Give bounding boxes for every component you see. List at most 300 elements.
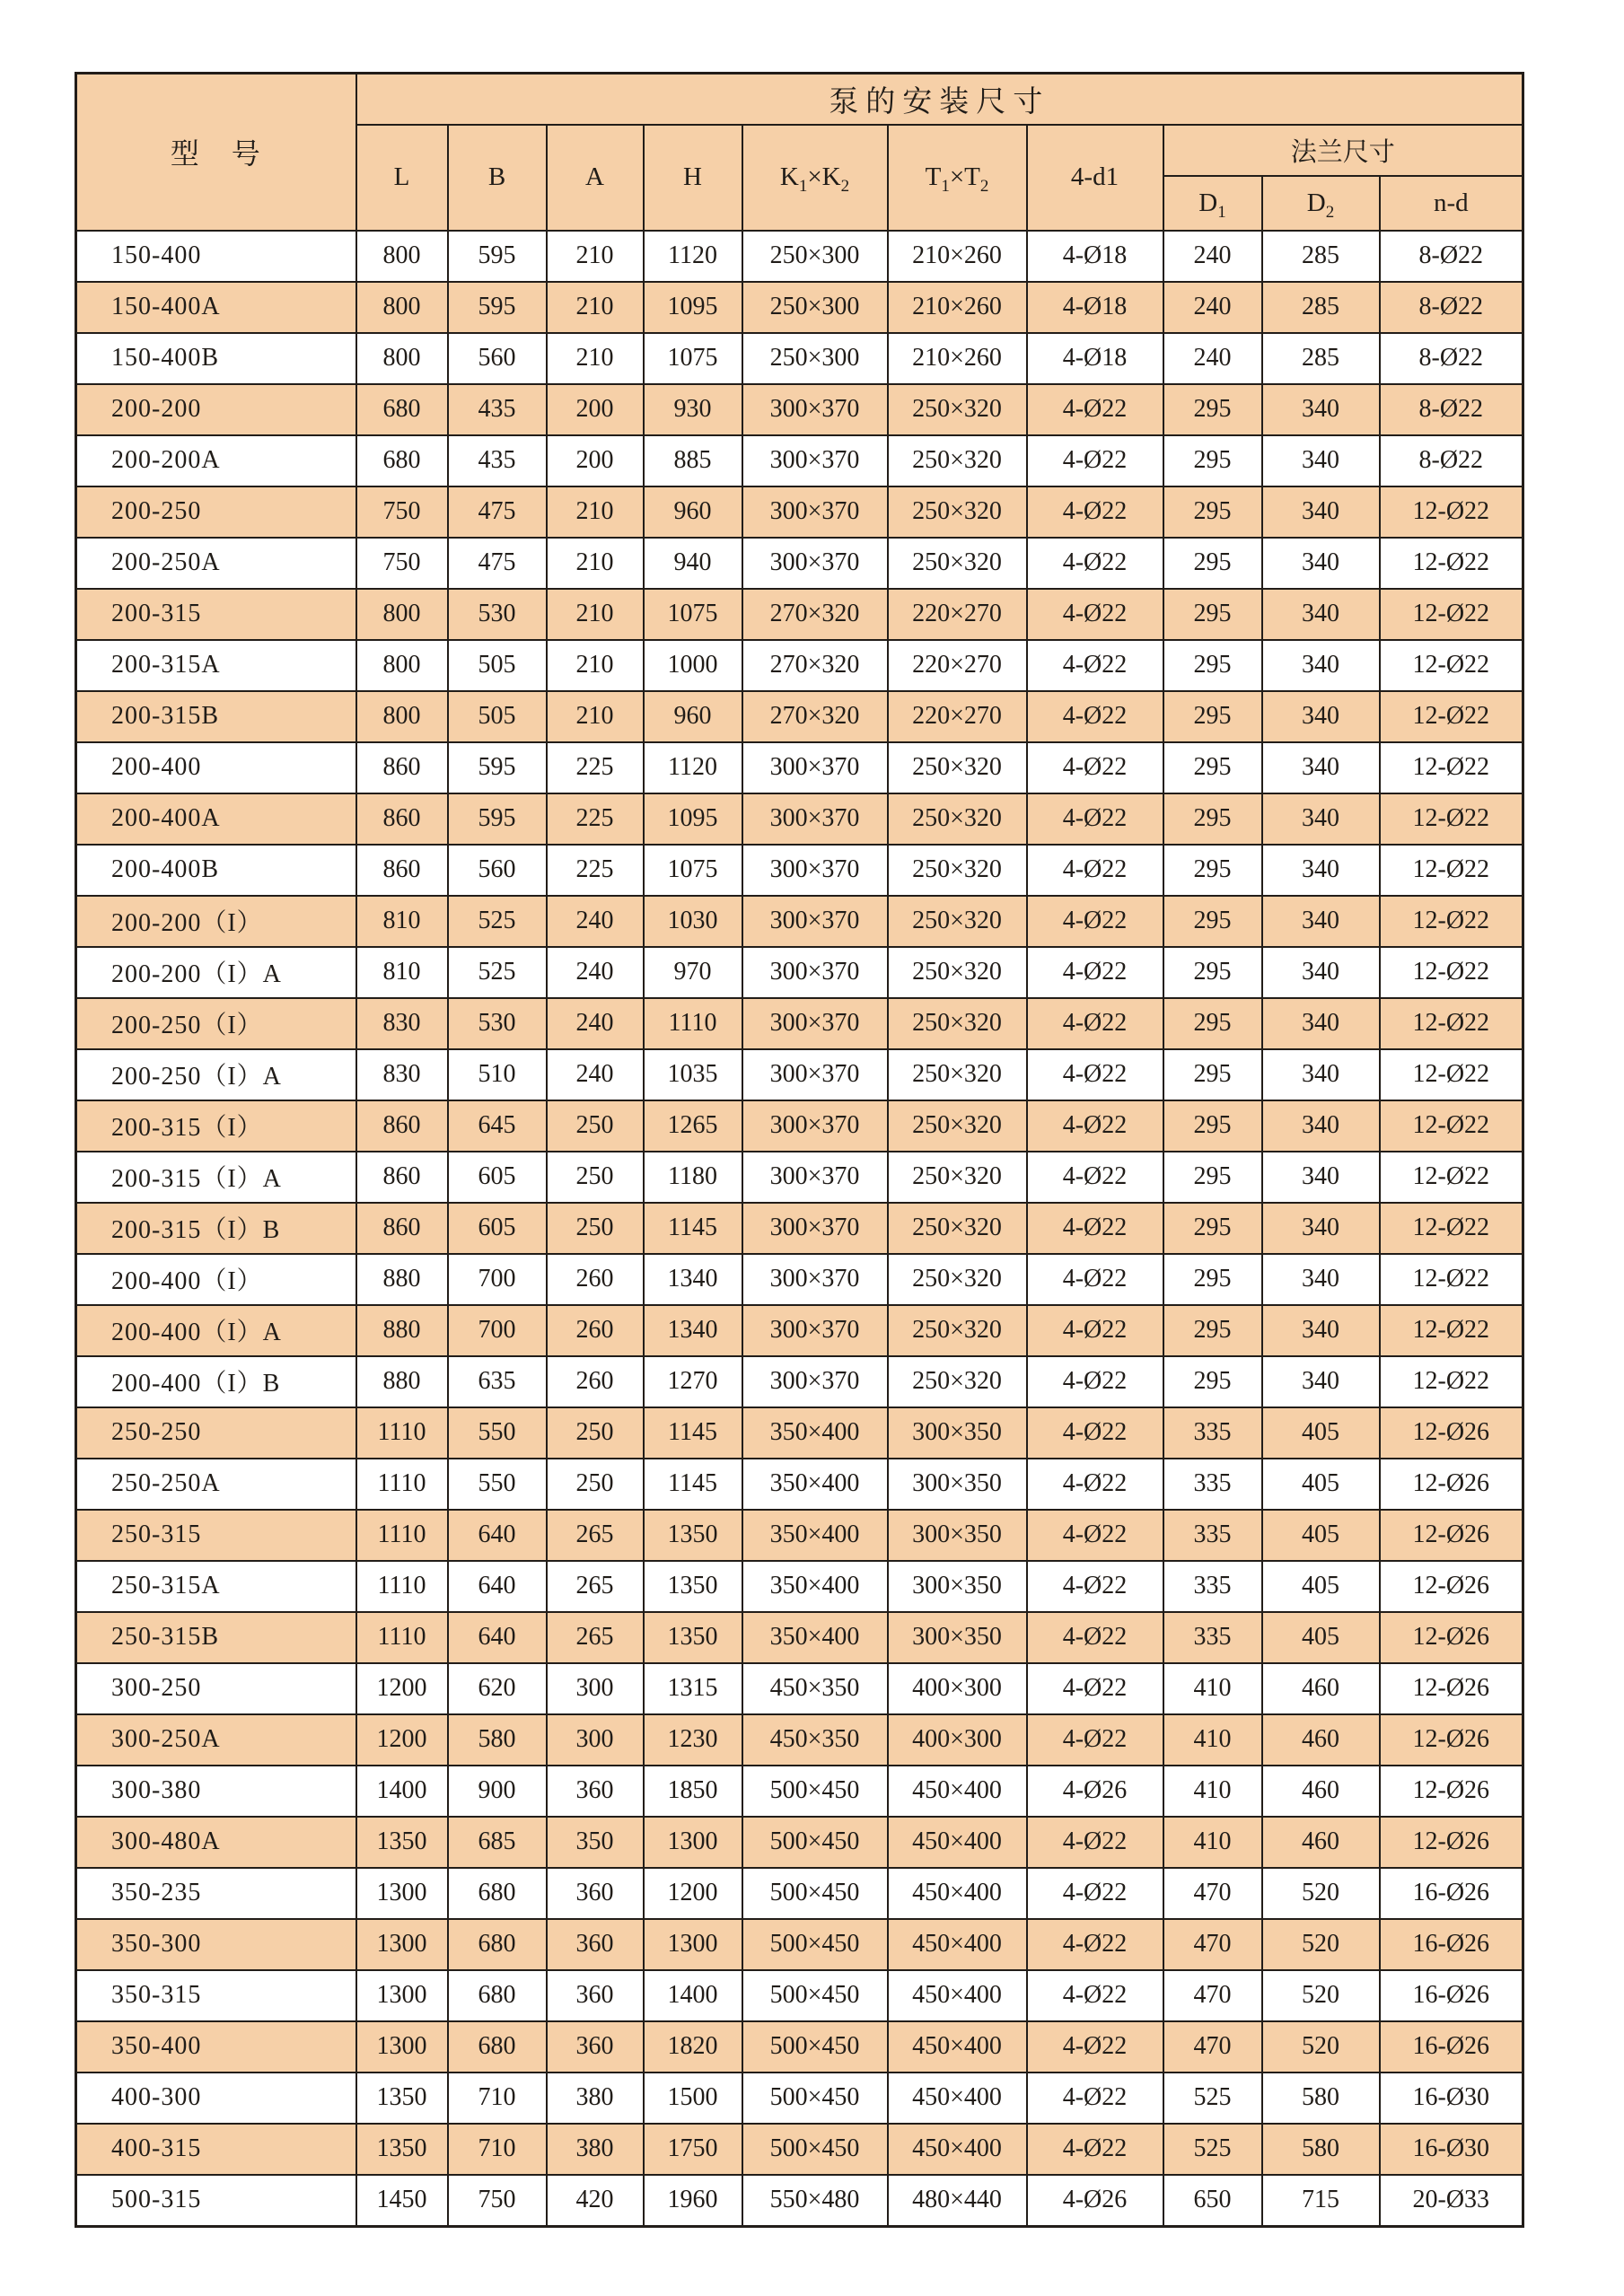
cell-value: 1075	[644, 589, 742, 640]
cell-value: 645	[448, 1100, 547, 1152]
model-column-header: 型 号	[76, 74, 356, 231]
cell-value: 4-Ø22	[1027, 896, 1163, 947]
table-row	[76, 1970, 1523, 2021]
cell-model: 500-315	[76, 2175, 356, 2227]
cell-value: 450×400	[888, 2124, 1027, 2175]
cell-value: 300×370	[742, 845, 888, 896]
cell-value: 340	[1262, 589, 1380, 640]
cell-value: 295	[1163, 845, 1262, 896]
cell-value: 225	[547, 845, 644, 896]
cell-value: 285	[1262, 333, 1380, 384]
cell-value: 750	[356, 486, 448, 538]
table-row	[76, 486, 1523, 538]
cell-value: 8-Ø22	[1380, 333, 1523, 384]
cell-value: 410	[1163, 1817, 1262, 1868]
cell-value: 12-Ø26	[1380, 1459, 1523, 1510]
cell-value: 265	[547, 1510, 644, 1561]
cell-value: 295	[1163, 435, 1262, 486]
header-row-title	[76, 74, 1523, 125]
cell-value: 210	[547, 691, 644, 742]
cell-value: 1300	[356, 1868, 448, 1919]
table-row	[76, 384, 1523, 435]
cell-value: 340	[1262, 486, 1380, 538]
cell-model: 350-400	[76, 2021, 356, 2073]
cell-value: 500×450	[742, 1970, 888, 2021]
cell-value: 475	[448, 486, 547, 538]
cell-value: 300×370	[742, 742, 888, 793]
cell-value: 1350	[356, 2124, 448, 2175]
cell-model: 200-315（I）B	[76, 1203, 356, 1254]
cell-value: 880	[356, 1305, 448, 1356]
cell-value: 335	[1163, 1459, 1262, 1510]
cell-value: 360	[547, 1970, 644, 2021]
cell-model: 200-315（I）A	[76, 1152, 356, 1203]
cell-value: 505	[448, 691, 547, 742]
cell-value: 4-Ø22	[1027, 1305, 1163, 1356]
cell-value: 250×320	[888, 896, 1027, 947]
cell-value: 210×260	[888, 282, 1027, 333]
cell-value: 220×270	[888, 640, 1027, 691]
table-row	[76, 1868, 1523, 1919]
cell-value: 300×350	[888, 1459, 1027, 1510]
cell-value: 300×370	[742, 1049, 888, 1100]
cell-value: 250×320	[888, 486, 1027, 538]
cell-value: 295	[1163, 538, 1262, 589]
cell-model: 200-250（I）A	[76, 1049, 356, 1100]
cell-value: 20-Ø33	[1380, 2175, 1523, 2227]
cell-model: 150-400B	[76, 333, 356, 384]
cell-value: 300	[547, 1714, 644, 1766]
cell-value: 250×320	[888, 538, 1027, 589]
cell-value: 295	[1163, 384, 1262, 435]
cell-value: 295	[1163, 1100, 1262, 1152]
cell-model: 200-400（I）	[76, 1254, 356, 1305]
cell-value: 460	[1262, 1714, 1380, 1766]
cell-value: 340	[1262, 1254, 1380, 1305]
table-row	[76, 1305, 1523, 1356]
cell-value: 860	[356, 1152, 448, 1203]
cell-value: 700	[448, 1305, 547, 1356]
cell-value: 12-Ø22	[1380, 486, 1523, 538]
cell-value: 4-Ø22	[1027, 1356, 1163, 1407]
cell-value: 380	[547, 2073, 644, 2124]
cell-model: 150-400	[76, 231, 356, 282]
cell-value: 960	[644, 691, 742, 742]
table-row	[76, 2073, 1523, 2124]
cell-value: 12-Ø22	[1380, 1356, 1523, 1407]
cell-value: 12-Ø22	[1380, 1203, 1523, 1254]
cell-value: 400×300	[888, 1714, 1027, 1766]
cell-value: 350×400	[742, 1510, 888, 1561]
table-row	[76, 1919, 1523, 1970]
cell-value: 1200	[644, 1868, 742, 1919]
cell-model: 200-250A	[76, 538, 356, 589]
cell-value: 4-Ø22	[1027, 1203, 1163, 1254]
cell-value: 12-Ø22	[1380, 589, 1523, 640]
cell-value: 270×320	[742, 589, 888, 640]
cell-value: 1000	[644, 640, 742, 691]
cell-model: 200-200	[76, 384, 356, 435]
cell-value: 710	[448, 2073, 547, 2124]
cell-value: 700	[448, 1254, 547, 1305]
cell-model: 350-300	[76, 1919, 356, 1970]
cell-value: 260	[547, 1254, 644, 1305]
cell-value: 4-Ø22	[1027, 1100, 1163, 1152]
cell-value: 435	[448, 435, 547, 486]
table-body	[76, 231, 1523, 2227]
cell-value: 4-Ø22	[1027, 1459, 1163, 1510]
cell-value: 4-Ø18	[1027, 231, 1163, 282]
cell-value: 1095	[644, 282, 742, 333]
cell-value: 240	[547, 947, 644, 998]
cell-value: 860	[356, 1100, 448, 1152]
cell-model: 150-400A	[76, 282, 356, 333]
column-header-K1xK2: $K_1\times K_2$	[742, 125, 888, 231]
cell-value: 1960	[644, 2175, 742, 2227]
cell-value: 295	[1163, 1356, 1262, 1407]
cell-value: 360	[547, 1766, 644, 1817]
cell-value: 4-Ø22	[1027, 742, 1163, 793]
cell-value: 12-Ø26	[1380, 1817, 1523, 1868]
cell-model: 200-200（I）A	[76, 947, 356, 998]
cell-value: 4-Ø22	[1027, 1612, 1163, 1663]
cell-value: 12-Ø22	[1380, 742, 1523, 793]
cell-value: 12-Ø26	[1380, 1510, 1523, 1561]
cell-value: 605	[448, 1152, 547, 1203]
table-row	[76, 2175, 1523, 2227]
cell-model: 250-315	[76, 1510, 356, 1561]
table-row	[76, 538, 1523, 589]
cell-value: 800	[356, 691, 448, 742]
cell-value: 800	[356, 282, 448, 333]
cell-value: 360	[547, 1868, 644, 1919]
cell-value: 680	[448, 1970, 547, 2021]
cell-value: 4-Ø22	[1027, 538, 1163, 589]
cell-value: 295	[1163, 640, 1262, 691]
cell-value: 250×300	[742, 231, 888, 282]
cell-value: 1850	[644, 1766, 742, 1817]
cell-value: 1110	[356, 1407, 448, 1459]
cell-value: 4-Ø22	[1027, 1561, 1163, 1612]
cell-value: 300×350	[888, 1407, 1027, 1459]
cell-value: 470	[1163, 1919, 1262, 1970]
cell-value: 435	[448, 384, 547, 435]
cell-model: 200-400B	[76, 845, 356, 896]
cell-value: 4-Ø26	[1027, 2175, 1163, 2227]
cell-value: 1340	[644, 1305, 742, 1356]
cell-value: 860	[356, 1203, 448, 1254]
cell-value: 530	[448, 589, 547, 640]
cell-value: 470	[1163, 2021, 1262, 2073]
cell-value: 295	[1163, 589, 1262, 640]
cell-value: 12-Ø26	[1380, 1407, 1523, 1459]
cell-value: 1110	[356, 1510, 448, 1561]
table-title: 泵的安装尺寸	[356, 74, 1523, 125]
cell-value: 200	[547, 435, 644, 486]
cell-value: 1450	[356, 2175, 448, 2227]
cell-value: 200	[547, 384, 644, 435]
cell-value: 4-Ø22	[1027, 384, 1163, 435]
cell-value: 800	[356, 333, 448, 384]
cell-value: 810	[356, 947, 448, 998]
cell-value: 595	[448, 282, 547, 333]
cell-value: 4-Ø22	[1027, 2021, 1163, 2073]
cell-value: 250×320	[888, 998, 1027, 1049]
cell-value: 12-Ø26	[1380, 1663, 1523, 1714]
table-row	[76, 1356, 1523, 1407]
table-row	[76, 1663, 1523, 1714]
cell-value: 285	[1262, 282, 1380, 333]
cell-value: 480×440	[888, 2175, 1027, 2227]
cell-value: 4-Ø18	[1027, 333, 1163, 384]
cell-value: 680	[448, 2021, 547, 2073]
cell-value: 635	[448, 1356, 547, 1407]
cell-value: 210	[547, 538, 644, 589]
cell-value: 1300	[356, 1970, 448, 2021]
table-header	[76, 74, 1523, 231]
cell-value: 470	[1163, 1868, 1262, 1919]
cell-value: 340	[1262, 1305, 1380, 1356]
cell-value: 410	[1163, 1766, 1262, 1817]
cell-value: 270×320	[742, 691, 888, 742]
cell-value: 210×260	[888, 231, 1027, 282]
cell-value: 1350	[644, 1510, 742, 1561]
cell-model: 300-250	[76, 1663, 356, 1714]
cell-value: 1075	[644, 333, 742, 384]
cell-value: 1145	[644, 1203, 742, 1254]
cell-value: 520	[1262, 1868, 1380, 1919]
table-row	[76, 691, 1523, 742]
cell-value: 450×400	[888, 1970, 1027, 2021]
cell-value: 715	[1262, 2175, 1380, 2227]
cell-model: 200-315	[76, 589, 356, 640]
cell-model: 200-400A	[76, 793, 356, 845]
cell-value: 405	[1262, 1561, 1380, 1612]
cell-value: 350×400	[742, 1561, 888, 1612]
cell-value: 300×370	[742, 1152, 888, 1203]
column-header-T1xT2: $T_1\times T_2$	[888, 125, 1027, 231]
table-row	[76, 1817, 1523, 1868]
cell-value: 1265	[644, 1100, 742, 1152]
cell-value: 1075	[644, 845, 742, 896]
cell-value: 4-Ø22	[1027, 2124, 1163, 2175]
column-header-n-d: n-d	[1380, 176, 1523, 231]
cell-value: 500×450	[742, 1766, 888, 1817]
cell-value: 750	[448, 2175, 547, 2227]
table-row	[76, 742, 1523, 793]
cell-value: 405	[1262, 1510, 1380, 1561]
cell-value: 500×450	[742, 2021, 888, 2073]
cell-value: 650	[1163, 2175, 1262, 2227]
cell-value: 500×450	[742, 1868, 888, 1919]
cell-value: 500×450	[742, 1817, 888, 1868]
cell-value: 4-Ø22	[1027, 691, 1163, 742]
cell-value: 410	[1163, 1663, 1262, 1714]
cell-value: 340	[1262, 1049, 1380, 1100]
cell-value: 340	[1262, 742, 1380, 793]
cell-value: 12-Ø22	[1380, 691, 1523, 742]
cell-value: 1400	[356, 1766, 448, 1817]
cell-model: 200-315（I）	[76, 1100, 356, 1152]
cell-value: 4-Ø26	[1027, 1766, 1163, 1817]
cell-value: 450×400	[888, 2073, 1027, 2124]
cell-value: 300×370	[742, 793, 888, 845]
cell-value: 930	[644, 384, 742, 435]
cell-value: 4-Ø22	[1027, 1919, 1163, 1970]
cell-value: 830	[356, 998, 448, 1049]
table-row	[76, 1100, 1523, 1152]
cell-value: 300×370	[742, 1254, 888, 1305]
cell-value: 1270	[644, 1356, 742, 1407]
cell-value: 340	[1262, 1203, 1380, 1254]
cell-value: 210	[547, 640, 644, 691]
cell-value: 340	[1262, 640, 1380, 691]
cell-model: 200-200（I）	[76, 896, 356, 947]
table-row	[76, 1254, 1523, 1305]
cell-value: 220×270	[888, 589, 1027, 640]
cell-value: 450×400	[888, 1919, 1027, 1970]
cell-value: 250	[547, 1100, 644, 1152]
cell-value: 335	[1163, 1510, 1262, 1561]
cell-value: 450×400	[888, 1766, 1027, 1817]
cell-value: 12-Ø22	[1380, 1305, 1523, 1356]
cell-value: 300	[547, 1663, 644, 1714]
cell-value: 450×400	[888, 2021, 1027, 2073]
cell-value: 265	[547, 1612, 644, 1663]
cell-value: 1030	[644, 896, 742, 947]
cell-value: 1300	[644, 1919, 742, 1970]
cell-value: 1350	[644, 1612, 742, 1663]
cell-model: 250-315B	[76, 1612, 356, 1663]
cell-model: 200-250	[76, 486, 356, 538]
cell-value: 860	[356, 845, 448, 896]
cell-value: 16-Ø30	[1380, 2073, 1523, 2124]
cell-value: 500×450	[742, 2124, 888, 2175]
column-header-H: H	[644, 125, 742, 231]
table-row	[76, 231, 1523, 282]
cell-value: 475	[448, 538, 547, 589]
cell-value: 4-Ø22	[1027, 1714, 1163, 1766]
cell-value: 1200	[356, 1714, 448, 1766]
cell-value: 240	[1163, 333, 1262, 384]
cell-model: 200-315B	[76, 691, 356, 742]
cell-value: 1300	[644, 1817, 742, 1868]
cell-value: 940	[644, 538, 742, 589]
cell-value: 500×450	[742, 1919, 888, 1970]
cell-value: 210	[547, 231, 644, 282]
cell-value: 250×320	[888, 1049, 1027, 1100]
cell-model: 300-250A	[76, 1714, 356, 1766]
cell-value: 295	[1163, 1254, 1262, 1305]
cell-value: 550	[448, 1407, 547, 1459]
cell-value: 4-Ø22	[1027, 1663, 1163, 1714]
cell-value: 595	[448, 793, 547, 845]
cell-value: 210×260	[888, 333, 1027, 384]
cell-value: 680	[448, 1868, 547, 1919]
cell-model: 250-250	[76, 1407, 356, 1459]
cell-value: 525	[1163, 2124, 1262, 2175]
cell-value: 8-Ø22	[1380, 282, 1523, 333]
cell-value: 525	[448, 947, 547, 998]
column-header-B: B	[448, 125, 547, 231]
cell-value: 16-Ø26	[1380, 2021, 1523, 2073]
cell-value: 680	[356, 384, 448, 435]
column-header-A: A	[547, 125, 644, 231]
cell-value: 4-Ø22	[1027, 1970, 1163, 2021]
cell-model: 250-315A	[76, 1561, 356, 1612]
cell-value: 4-Ø22	[1027, 1407, 1163, 1459]
cell-value: 1145	[644, 1459, 742, 1510]
cell-value: 960	[644, 486, 742, 538]
table-row	[76, 793, 1523, 845]
flange-size-group-header: 法兰尺寸	[1163, 125, 1523, 176]
table-row	[76, 282, 1523, 333]
cell-value: 580	[1262, 2073, 1380, 2124]
cell-value: 300×370	[742, 1356, 888, 1407]
cell-value: 4-Ø22	[1027, 998, 1163, 1049]
table-row	[76, 1612, 1523, 1663]
cell-value: 405	[1262, 1459, 1380, 1510]
cell-value: 680	[356, 435, 448, 486]
cell-value: 300×370	[742, 1305, 888, 1356]
cell-value: 250	[547, 1407, 644, 1459]
cell-value: 420	[547, 2175, 644, 2227]
cell-value: 300×350	[888, 1510, 1027, 1561]
cell-value: 580	[1262, 2124, 1380, 2175]
cell-value: 250×320	[888, 947, 1027, 998]
cell-value: 250×320	[888, 1203, 1027, 1254]
cell-value: 250×300	[742, 333, 888, 384]
cell-model: 200-400	[76, 742, 356, 793]
cell-value: 240	[547, 998, 644, 1049]
cell-value: 4-Ø22	[1027, 589, 1163, 640]
cell-value: 4-Ø22	[1027, 1254, 1163, 1305]
cell-value: 300×370	[742, 947, 888, 998]
cell-model: 300-380	[76, 1766, 356, 1817]
cell-value: 460	[1262, 1663, 1380, 1714]
cell-value: 710	[448, 2124, 547, 2175]
cell-value: 1110	[356, 1459, 448, 1510]
cell-value: 340	[1262, 896, 1380, 947]
cell-value: 250	[547, 1203, 644, 1254]
cell-value: 260	[547, 1305, 644, 1356]
cell-value: 300×370	[742, 486, 888, 538]
cell-value: 525	[1163, 2073, 1262, 2124]
cell-value: 295	[1163, 998, 1262, 1049]
table-row	[76, 1459, 1523, 1510]
cell-value: 340	[1262, 793, 1380, 845]
cell-value: 400×300	[888, 1663, 1027, 1714]
cell-model: 200-315A	[76, 640, 356, 691]
table-row	[76, 1049, 1523, 1100]
cell-value: 880	[356, 1254, 448, 1305]
cell-value: 295	[1163, 1305, 1262, 1356]
cell-value: 620	[448, 1663, 547, 1714]
cell-value: 250×320	[888, 384, 1027, 435]
cell-model: 200-400（I）B	[76, 1356, 356, 1407]
cell-model: 250-250A	[76, 1459, 356, 1510]
cell-value: 12-Ø22	[1380, 538, 1523, 589]
cell-value: 1035	[644, 1049, 742, 1100]
cell-value: 300×370	[742, 384, 888, 435]
cell-model: 200-400（I）A	[76, 1305, 356, 1356]
cell-value: 560	[448, 333, 547, 384]
cell-value: 1120	[644, 742, 742, 793]
cell-value: 340	[1262, 947, 1380, 998]
cell-value: 410	[1163, 1714, 1262, 1766]
cell-value: 340	[1262, 1100, 1380, 1152]
cell-value: 12-Ø22	[1380, 998, 1523, 1049]
